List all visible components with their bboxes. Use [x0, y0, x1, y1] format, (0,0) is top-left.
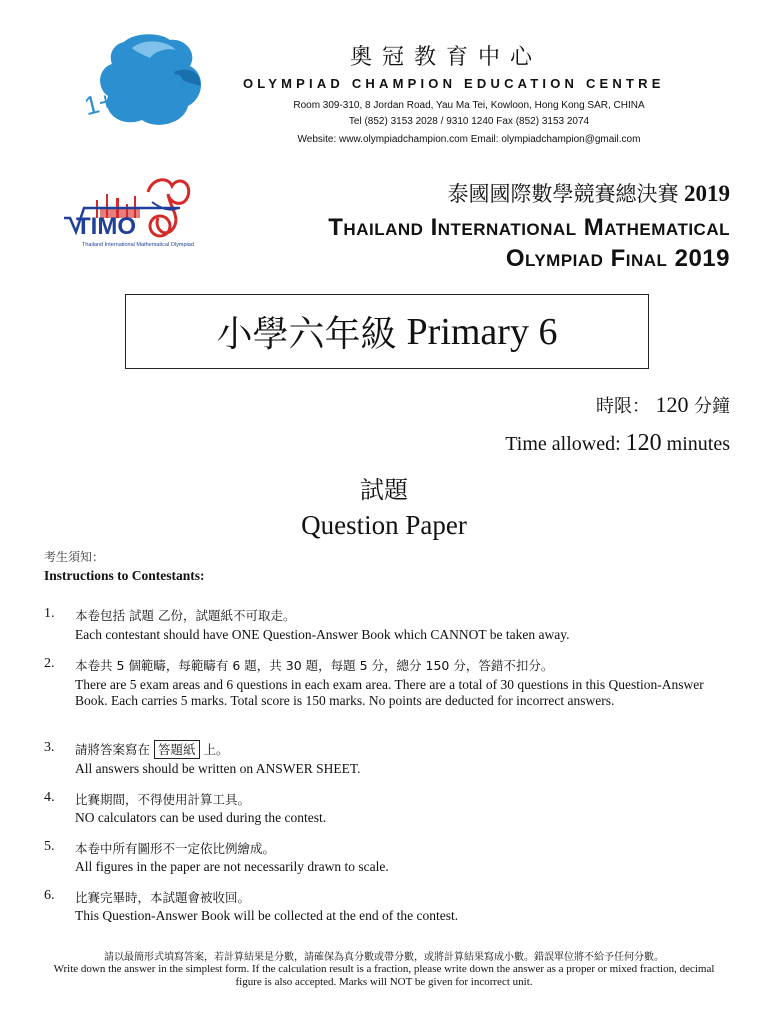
centre-name: OLYMPIAD CHAMPION EDUCATION CENTRE [243, 76, 665, 91]
instructions-heading-en: Instructions to Contestants: [44, 568, 205, 583]
item-number: 5. [44, 839, 55, 854]
item-number: 4. [44, 790, 55, 805]
instructions-heading-cn: 考生須知： [44, 550, 105, 564]
grade-chinese: 小學六年級 [216, 314, 397, 355]
timo-logo-text: TIMO [76, 213, 136, 240]
item-number: 3. [44, 740, 55, 755]
competition-year: 2019 [684, 181, 730, 206]
time-label-en: Time allowed: [505, 433, 621, 455]
centre-contact: Tel (852) 3153 2028 / 9310 1240 Fax (852) 3153 2074 [348, 116, 590, 127]
competition-chinese-title [448, 178, 731, 208]
answer-sheet-box: 答題紙 [154, 740, 200, 759]
time-allowed-chinese [596, 392, 730, 418]
timo-logo [60, 172, 200, 267]
grade-english: Primary 6 [406, 310, 558, 353]
paper-title-english: Question Paper [301, 510, 467, 540]
item-chinese [75, 740, 229, 758]
time-value-cn: 120 [655, 392, 689, 417]
item-number: 1. [44, 606, 55, 621]
item-english: All figures in the paper are not necessarily drawn to scale. [75, 859, 389, 874]
item-english: All answers should be written on ANSWER SHEET. [75, 761, 361, 776]
item-english: Each contestant should have ONE Question-Answer Book which CANNOT be taken away. [75, 627, 570, 642]
logo-formula: 1+9=100 [81, 67, 188, 122]
centre-website: Website: www.olympiadchampion.com Email: olympiadchampion@gmail.com [297, 134, 641, 145]
item-english: NO calculators can be used during the contest. [75, 810, 327, 825]
item-chinese: 比賽完畢時，本試題會被收回。 [75, 890, 251, 905]
item-chinese-pre: 請將答案寫在 [75, 742, 151, 757]
competition-title-line1: Thailand International Mathematical [328, 214, 730, 241]
time-allowed-english [505, 430, 730, 457]
item-english: This Question-Answer Book will be collected at the end of the contest. [75, 908, 459, 923]
competition-title-line2: Olympiad Final 2019 [505, 245, 730, 272]
item-english: There are 5 exam areas and 6 questions in each exam area. There are a total of 30 questions in this Question-Answer Book. Each carries 5 marks. Total score is 150 marks. No points are deducted for incorrect answers. [75, 677, 704, 708]
competition-title-cn: 泰國國際數學競賽總決賽 [447, 182, 679, 206]
item-chinese-post: 上。 [203, 742, 229, 757]
item-chinese: 本卷包括 試題 乙份，試題紙不可取走。 [75, 608, 296, 623]
item-chinese: 本卷中所有圖形不一定依比例繪成。 [75, 841, 276, 856]
footer-note-en: Write down the answer in the simplest form. If the calculation result is a fraction, please write down the answer as a proper or mixed fraction, decimal figure is also accepted. Marks will NOT be given for incorrect unit. [53, 963, 715, 988]
time-unit-cn: 分鐘 [694, 396, 730, 417]
item-number: 6. [44, 888, 55, 903]
timo-logo-subtitle: Thailand International Mathematical Olympiad [82, 242, 194, 248]
time-value-en: 120 [625, 430, 662, 456]
item-number: 2. [44, 656, 55, 671]
centre-chinese-name: 奧冠教育中心 [349, 45, 542, 70]
centre-address: Room 309-310, 8 Jordan Road, Yau Ma Tei, Kowloon, Hong Kong SAR, CHINA [293, 100, 645, 111]
paper-title-chinese: 試題 [360, 476, 408, 504]
footer-note-cn: 請以最簡形式填寫答案，若計算結果是分數，請確保為真分數或帶分數，或將計算結果寫成小數。錯誤單位將不給予任何分數。 [104, 952, 664, 963]
item-chinese: 比賽期間，不得使用計算工具。 [75, 792, 251, 807]
time-label-cn: 時限： [596, 396, 650, 417]
time-unit-en: minutes [666, 433, 730, 455]
item-chinese: 本卷共 5 個範疇，每範疇有 6 題，共 30 題，每題 5 分，總分 150 分，答錯不扣分。 [75, 658, 554, 673]
grade-box [125, 294, 649, 369]
